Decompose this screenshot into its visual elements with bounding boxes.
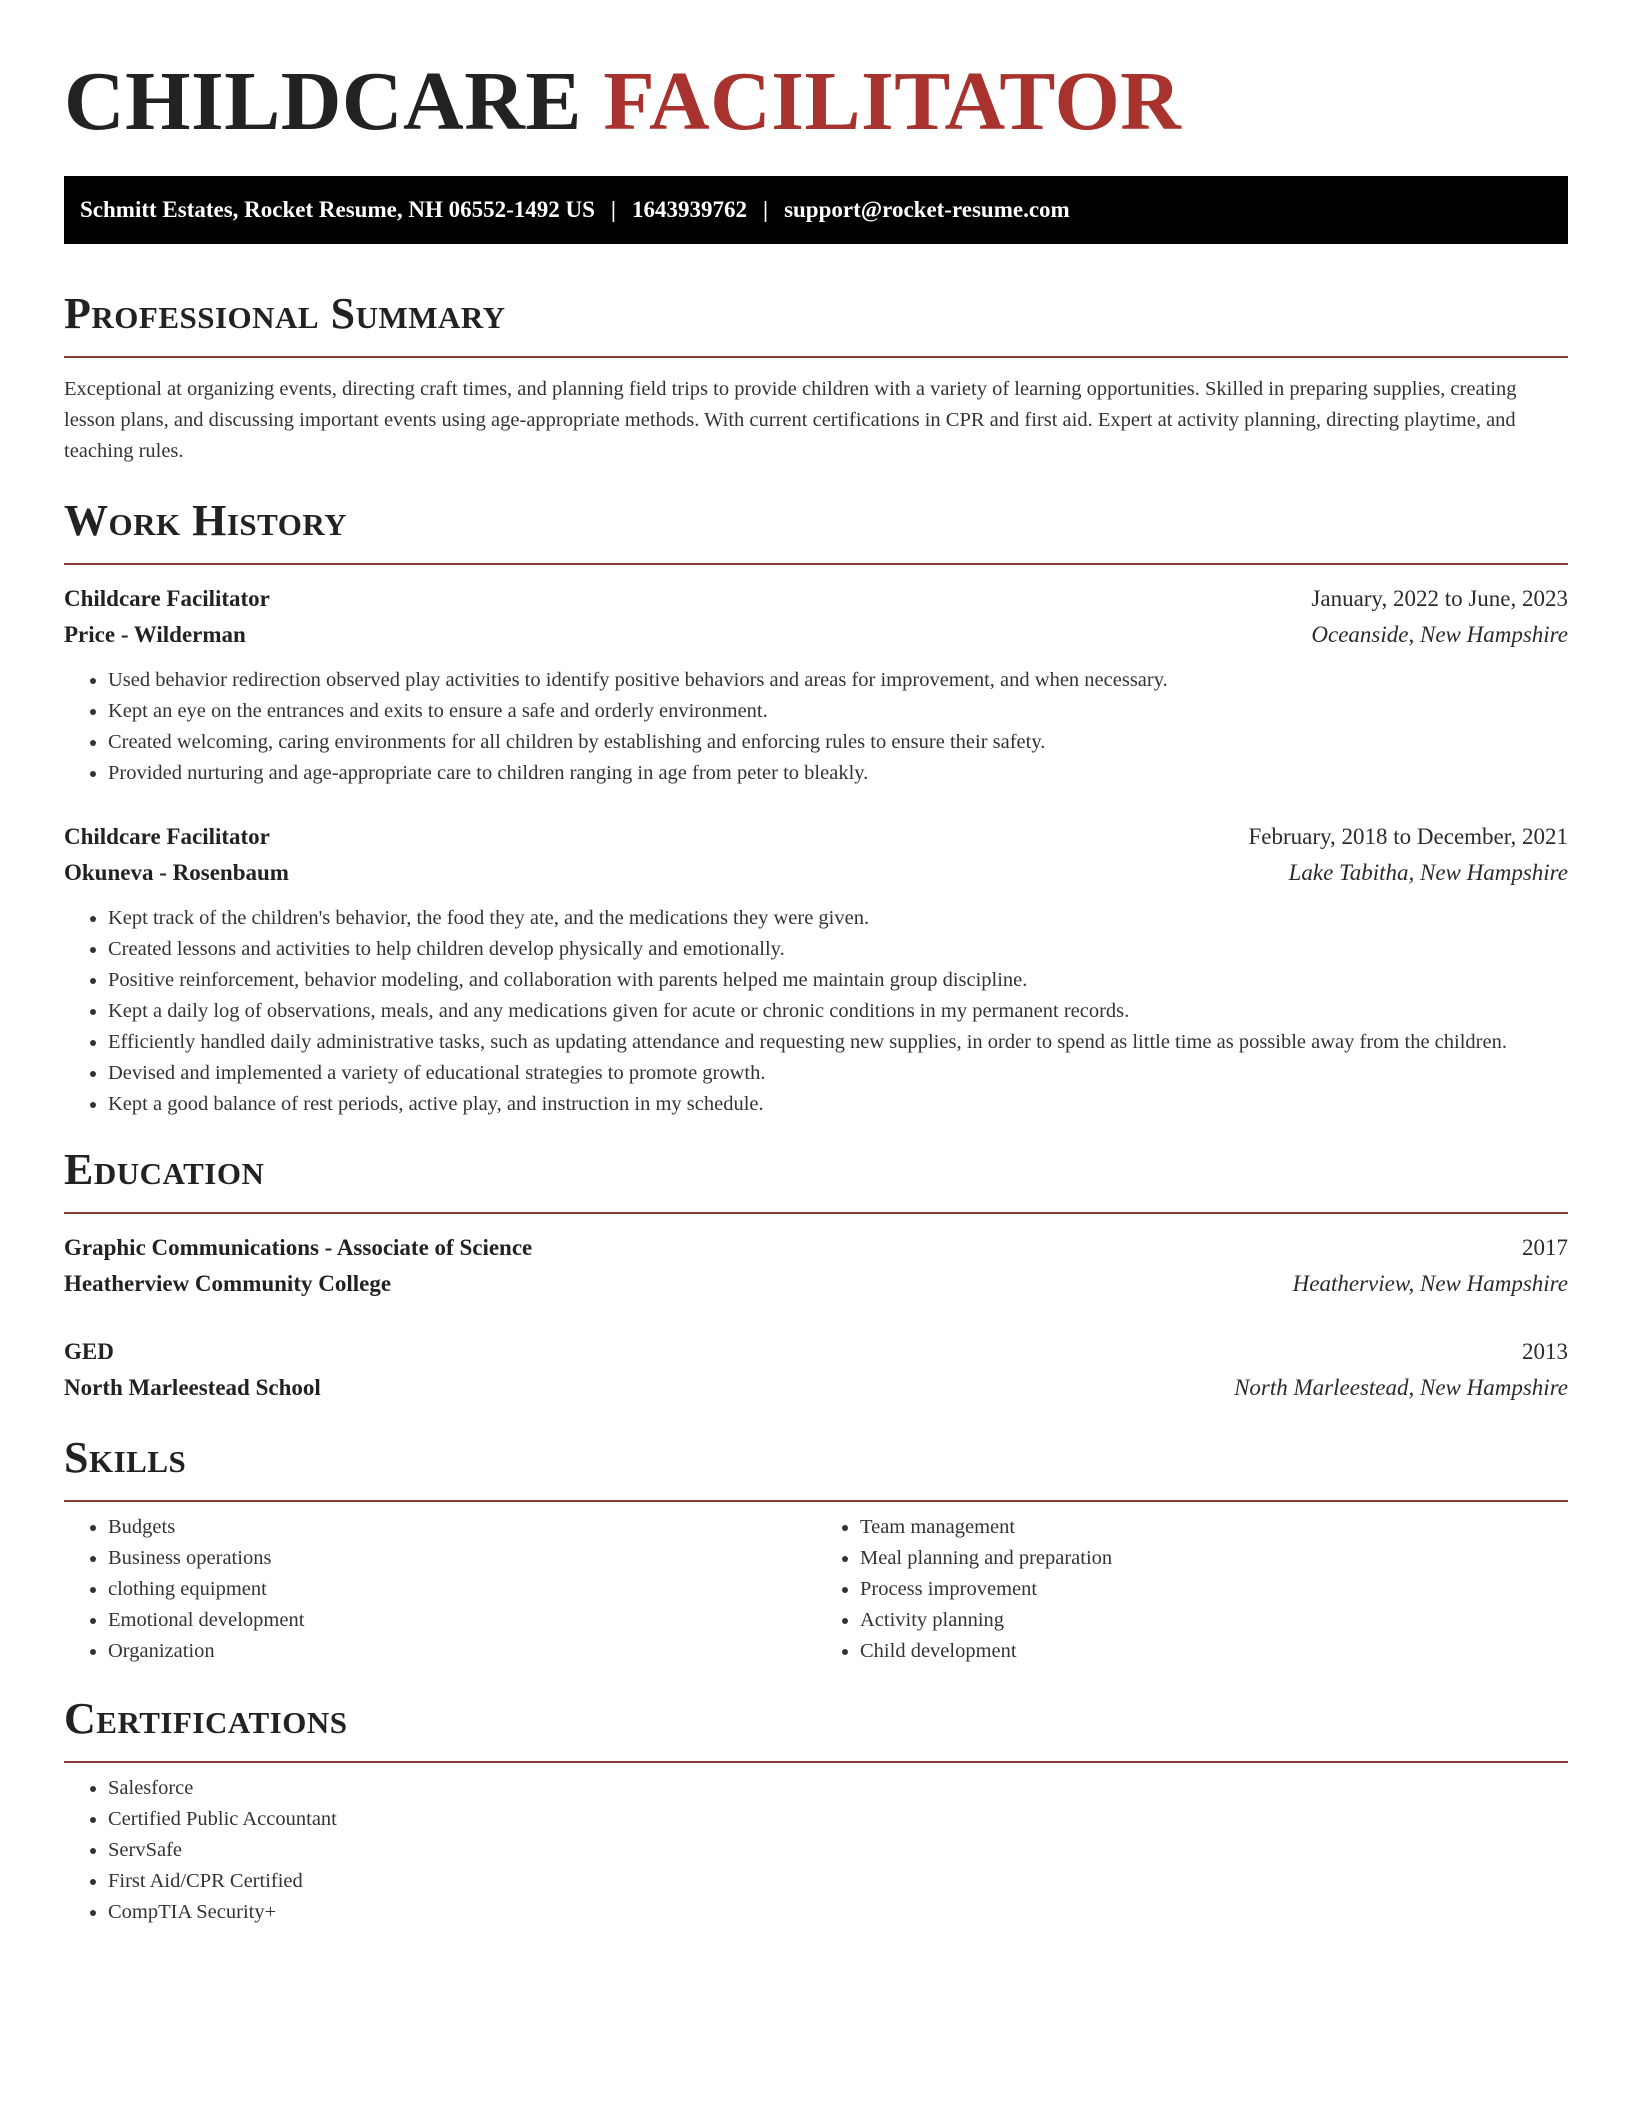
job-dates: February, 2018 to December, 2021 — [1248, 824, 1568, 849]
job-location: Oceanside, New Hampshire — [1311, 622, 1568, 647]
education-year: 2013 — [1522, 1339, 1568, 1364]
education-degree: GED — [64, 1339, 114, 1364]
education-year: 2017 — [1522, 1235, 1568, 1260]
skills-column-left — [64, 1512, 816, 1667]
list-item: • Process improvement — [860, 1574, 1568, 1605]
job-header-row — [64, 581, 1568, 617]
list-item: • clothing equipment — [108, 1574, 816, 1605]
skills-column-right — [816, 1512, 1568, 1667]
list-item: • Created welcoming, caring environments for all children by establishing and enforcing rules to ensure their safety. — [108, 727, 1568, 758]
list-item: • Meal planning and preparation — [860, 1543, 1568, 1574]
job-company: Price - Wilderman — [64, 622, 246, 647]
work-history-section — [64, 493, 1568, 1120]
job-bullets — [64, 665, 1568, 789]
certifications-list — [64, 1773, 1568, 1928]
name-last: FACILITATOR — [603, 55, 1182, 148]
education-location: Heatherview, New Hampshire — [1292, 1271, 1568, 1296]
education-school: North Marleestead School — [64, 1375, 321, 1400]
education-school-row — [64, 1370, 1568, 1406]
section-title-certifications: Certifications — [64, 1694, 348, 1743]
contact-bar — [64, 176, 1568, 244]
section-title-education: Education — [64, 1145, 265, 1194]
job-company: Okuneva - Rosenbaum — [64, 860, 289, 885]
education-degree: Graphic Communications - Associate of Science — [64, 1235, 533, 1260]
skills-grid — [64, 1512, 1568, 1667]
skills-section — [64, 1430, 1568, 1667]
summary-section — [64, 286, 1568, 467]
list-item: • Child development — [860, 1636, 1568, 1667]
job-role: Childcare Facilitator — [64, 586, 270, 611]
education-degree-row — [64, 1334, 1568, 1370]
job-location: Lake Tabitha, New Hampshire — [1288, 860, 1568, 885]
list-item: • Certified Public Accountant — [108, 1804, 1568, 1835]
section-divider — [64, 1500, 1568, 1502]
job-dates: January, 2022 to June, 2023 — [1311, 586, 1568, 611]
education-school: Heatherview Community College — [64, 1271, 392, 1296]
job-company-row — [64, 617, 1568, 653]
list-item: • Budgets — [108, 1512, 816, 1543]
summary-text: Exceptional at organizing events, directing craft times, and planning field trips to provide children with a variety of learning opportunities. Skilled in preparing supplies, creating lesson plans, and discussing important events using age-appropriate methods. With current certifications in CPR and first aid. Expert at activity planning, directing playtime, and teaching rules. — [64, 378, 1517, 462]
job-entry — [64, 581, 1568, 789]
section-divider — [64, 356, 1568, 358]
name-first: CHILDCARE — [64, 55, 582, 148]
contact-email: support@rocket-resume.com — [784, 197, 1070, 222]
contact-separator: | — [610, 197, 616, 222]
list-item: • Team management — [860, 1512, 1568, 1543]
list-item: • Provided nurturing and age-appropriate care to children ranging in age from peter to bleakly. — [108, 758, 1568, 789]
education-entry — [64, 1334, 1568, 1406]
job-header-row — [64, 819, 1568, 855]
list-item: • Kept a good balance of rest periods, active play, and instruction in my schedule. — [108, 1089, 1568, 1120]
education-section — [64, 1142, 1568, 1406]
contact-phone: 1643939762 — [631, 197, 747, 222]
certifications-section — [64, 1691, 1568, 1928]
list-item: • Business operations — [108, 1543, 816, 1574]
education-degree-row — [64, 1230, 1568, 1266]
list-item: • Kept a daily log of observations, meals, and any medications given for acute or chronic conditions in my permanent records. — [108, 996, 1568, 1027]
section-title-summary: Professional Summary — [64, 289, 506, 338]
list-item: • ServSafe — [108, 1835, 1568, 1866]
contact-address: Schmitt Estates, Rocket Resume, NH 06552-1492 US — [80, 197, 595, 222]
list-item: • First Aid/CPR Certified — [108, 1866, 1568, 1897]
list-item: • Emotional development — [108, 1605, 816, 1636]
list-item: • Kept an eye on the entrances and exits to ensure a safe and orderly environment. — [108, 696, 1568, 727]
job-bullets — [64, 903, 1568, 1120]
list-item: • Created lessons and activities to help children develop physically and emotionally. — [108, 934, 1568, 965]
section-title-skills: Skills — [64, 1433, 187, 1482]
list-item: • Efficiently handled daily administrative tasks, such as updating attendance and requesting new supplies, in order to spend as little time as possible away from the children. — [108, 1027, 1568, 1058]
education-location: North Marleestead, New Hampshire — [1234, 1375, 1568, 1400]
list-item: • Used behavior redirection observed play activities to identify positive behaviors and areas for improvement, and when necessary. — [108, 665, 1568, 696]
list-item: • Activity planning — [860, 1605, 1568, 1636]
section-title-work-history: Work History — [64, 496, 348, 545]
resume-name — [64, 0, 1568, 176]
education-school-row — [64, 1266, 1568, 1302]
job-company-row — [64, 855, 1568, 891]
list-item: • Devised and implemented a variety of educational strategies to promote growth. — [108, 1058, 1568, 1089]
section-divider — [64, 1761, 1568, 1763]
job-role: Childcare Facilitator — [64, 824, 270, 849]
section-divider — [64, 563, 1568, 565]
list-item: • Salesforce — [108, 1773, 1568, 1804]
section-divider — [64, 1212, 1568, 1214]
job-entry — [64, 819, 1568, 1120]
education-entry — [64, 1230, 1568, 1302]
list-item: • Kept track of the children's behavior, the food they ate, and the medications they were given. — [108, 903, 1568, 934]
contact-separator: | — [762, 197, 769, 222]
list-item: • Organization — [108, 1636, 816, 1667]
list-item: • Positive reinforcement, behavior modeling, and collaboration with parents helped me maintain group discipline. — [108, 965, 1568, 996]
list-item: • CompTIA Security+ — [108, 1897, 1568, 1928]
